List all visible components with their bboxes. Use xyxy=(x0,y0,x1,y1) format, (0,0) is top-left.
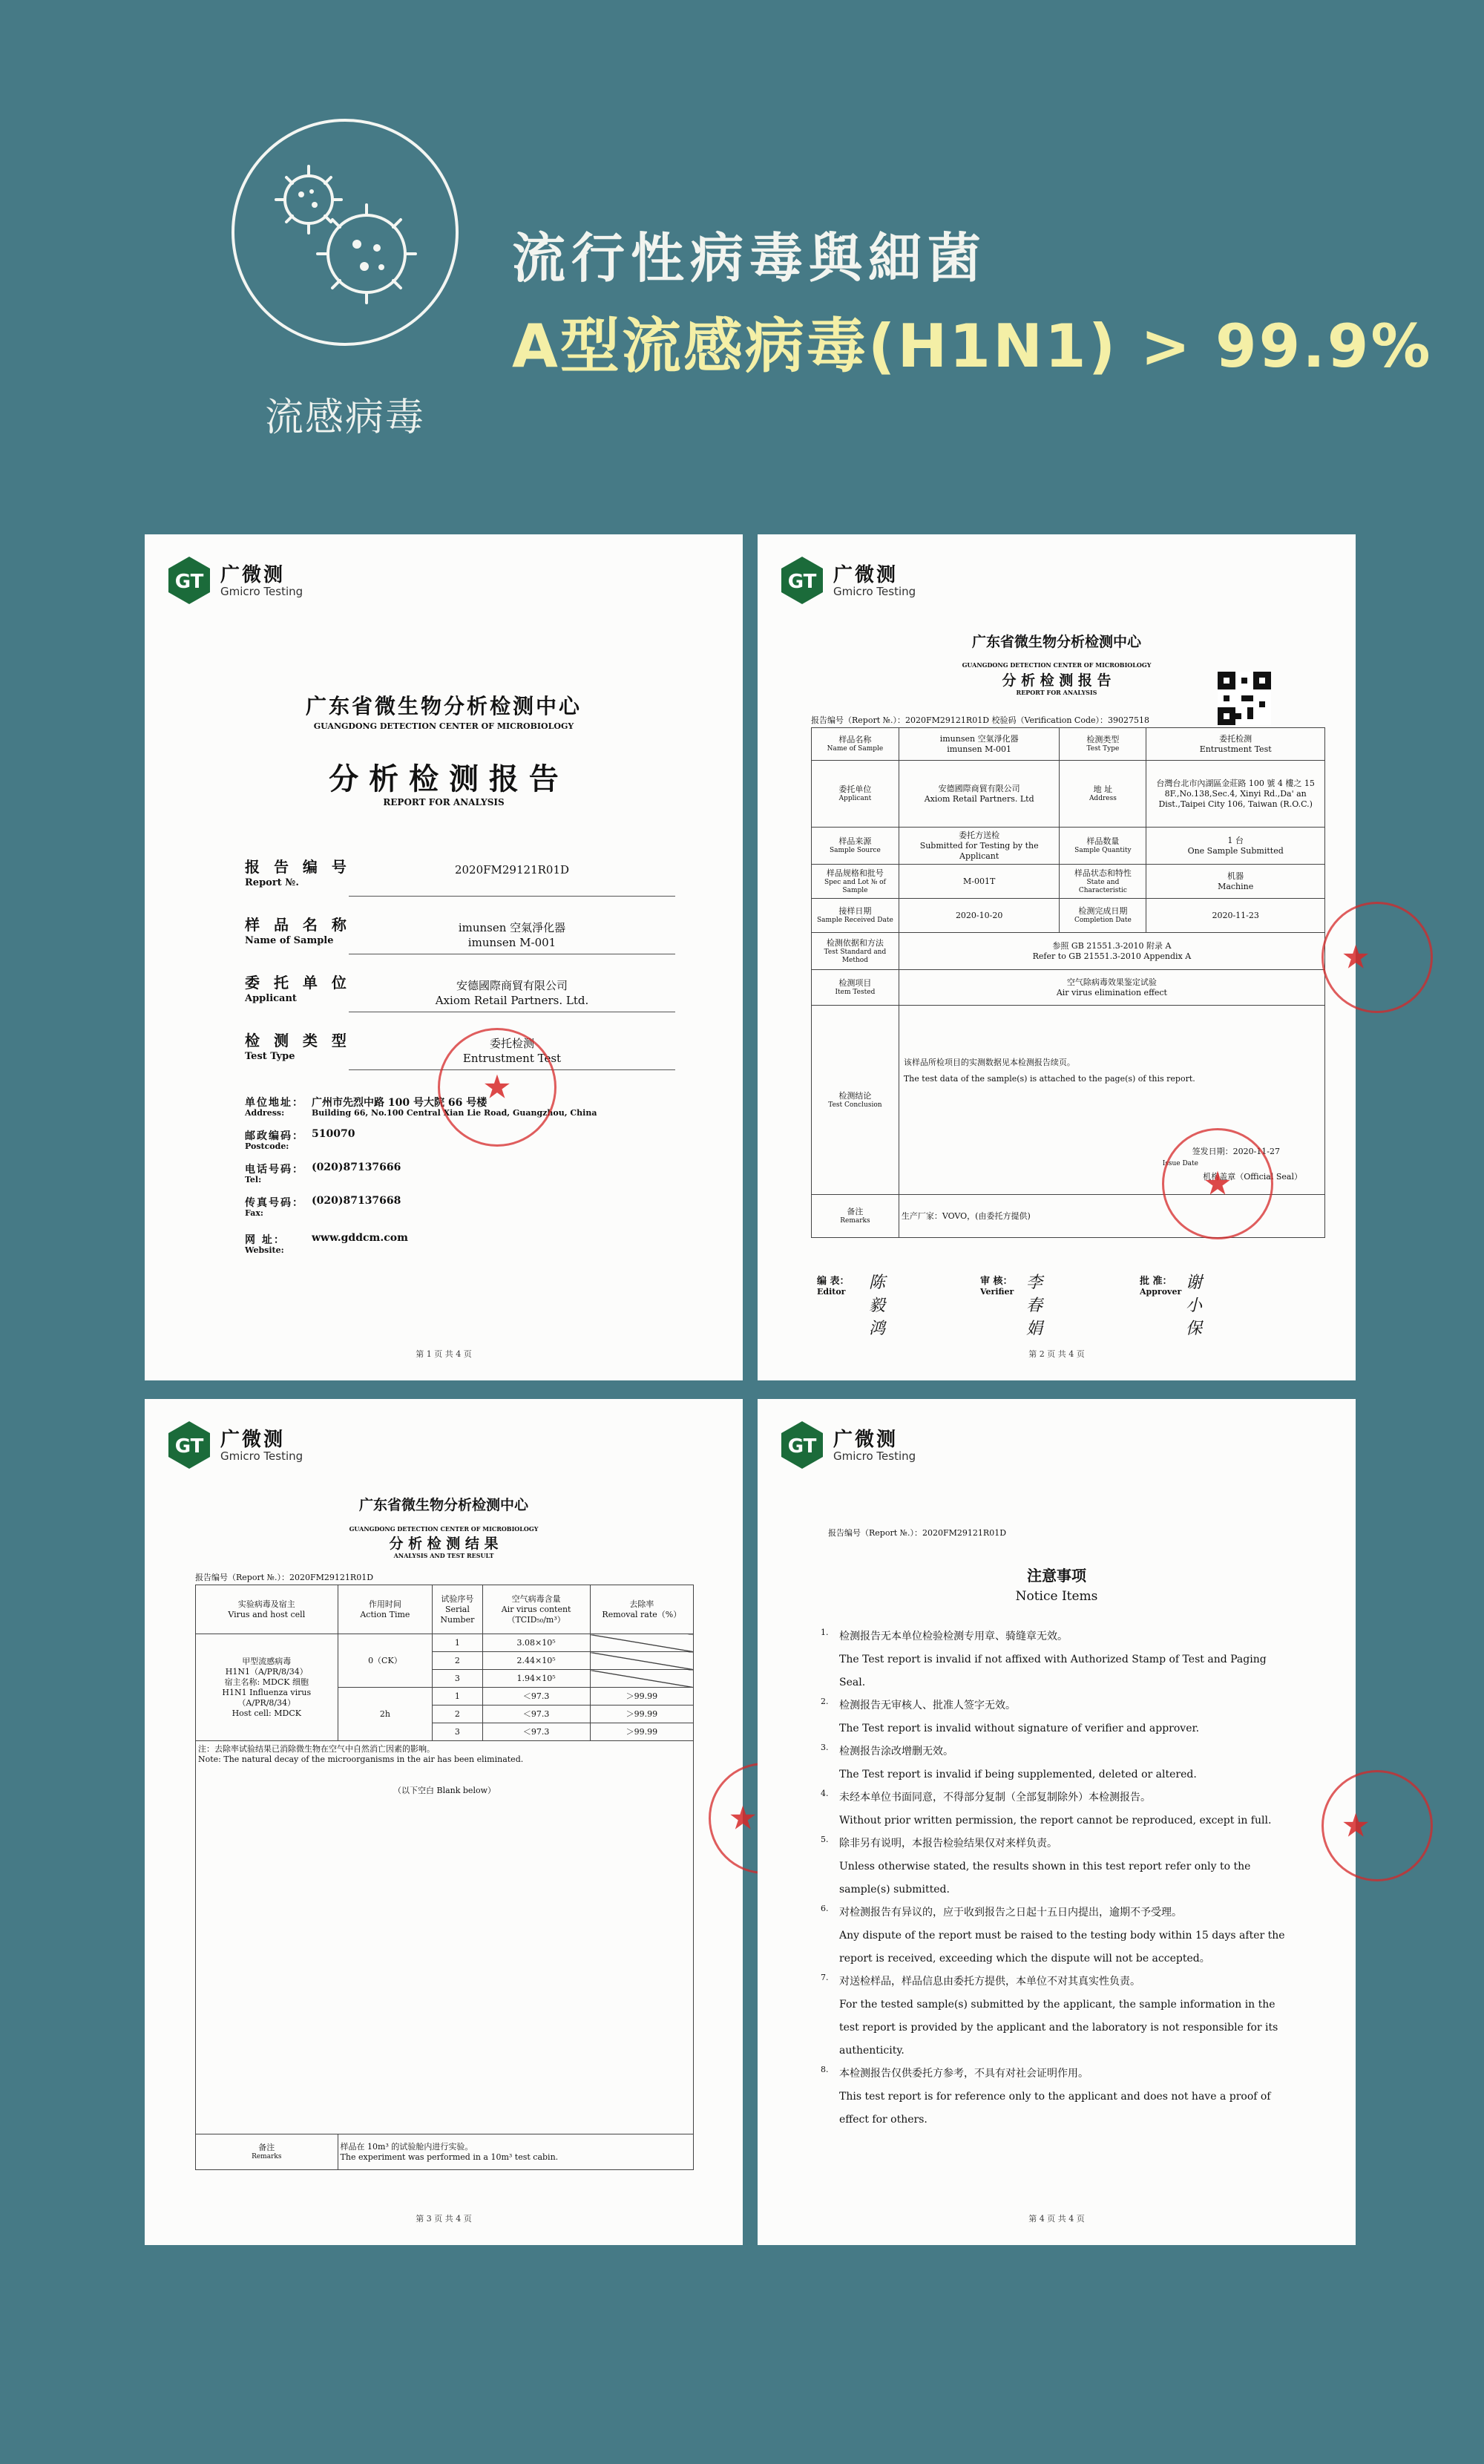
gmicro-logo-icon xyxy=(167,1420,211,1470)
page-number: 第 1 页 共 4 页 xyxy=(416,1349,472,1359)
paging-seal: ★ xyxy=(1322,1770,1433,1881)
notice-item: 6. 对检测报告有异议的，应于收到报告之日起十五日内提出，逾期不予受理。 Any dispute of the report must be raised to the testing body within 15 days after the report is received, exceeding which the dispute will not be accepted。 xyxy=(821,1904,1285,1965)
page-number: 第 3 页 共 4 页 xyxy=(416,2214,472,2224)
logo-cn: 广微测 xyxy=(220,564,286,586)
gmicro-logo: GT 广微测 Gmicro Testing xyxy=(167,1420,308,1472)
page-number: 第 4 页 共 4 页 xyxy=(1028,2214,1085,2224)
report-title-en: ANALYSIS AND TEST RESULT xyxy=(393,1552,494,1559)
official-stamp: ★ xyxy=(1162,1128,1273,1239)
paging-seal: ★ xyxy=(709,1763,820,1874)
report-page-3 xyxy=(145,1399,758,2245)
org-title: 广东省微生物分析检测中心 xyxy=(305,694,582,718)
report-title-en: REPORT FOR ANALYSIS xyxy=(383,797,505,807)
gmicro-logo xyxy=(167,555,308,607)
report-title-en: REPORT FOR ANALYSIS xyxy=(1016,689,1097,696)
notice-item: 5. 除非另有说明，本报告检验结果仅对来样负责。 Unless otherwise stated, the results shown in this test report refer only to the sample(s) submitted. xyxy=(821,1835,1251,1895)
notice-item: 8. 本检测报告仅供委托方参考，不具有对社会证明作用。 This test report is for reference only to the applicant and does not have a proof of effect for others. xyxy=(821,2065,1271,2126)
report-title: 分 析 检 测 报 告 xyxy=(329,761,559,796)
subline: A型流感病毒(H1N1) > 99.9% xyxy=(512,312,1433,381)
report-title: 分 析 检 测 结 果 xyxy=(389,1536,499,1552)
notice-item: 4. 未经本单位书面同意，不得部分复制（全部复制除外）本检测报告。 Without prior written permission, the report cannot be reproduced, except in full. xyxy=(821,1789,1272,1826)
notice-list xyxy=(821,1625,1296,2132)
svg-text:GT: GT xyxy=(174,1435,204,1458)
notice-item: 3. 检测报告涂改增删无效。 The Test report is invalid if being supplemented, deleted or altered. xyxy=(821,1743,1197,1780)
notice-item: 7. 对送检样品，样品信息由委托方提供，本单位不对其真实性负责。 For the tested sample(s) submitted by the applicant, the sample information in the test report is provided by the applicant and the laboratory is not responsible for its authenticity. xyxy=(821,1973,1278,2057)
notice-title: 注意事项 xyxy=(1027,1567,1086,1585)
org-title-en: GUANGDONG DETECTION CENTER OF MICROBIOLOGY xyxy=(349,1525,539,1533)
report-page-2 xyxy=(758,534,1370,1380)
report-number-line: 报告编号（Report №.）：2020FM29121R01D xyxy=(828,1528,1007,1538)
notice-title-en: Notice Items xyxy=(1015,1589,1098,1604)
gmicro-logo: GT 广微测 Gmicro Testing xyxy=(780,555,921,607)
report-number-line: 报告编号（Report №.）：2020FM29121R01D xyxy=(195,1573,374,1582)
virus-icon xyxy=(232,119,459,346)
paging-seal: ★ xyxy=(1322,902,1433,1013)
report-page-4 xyxy=(758,1399,1370,2245)
org-title-en: GUANGDONG DETECTION CENTER OF MICROBIOLOGY xyxy=(962,661,1152,669)
editor-signature: 编 表： Editor 陈毅鸿 xyxy=(817,1274,886,1338)
org-title: 广东省微生物分析检测中心 xyxy=(358,1497,528,1513)
report-number-line: 报告编号（Report №.）：2020FM29121R01D 校验码（Verification Code）：39027518 xyxy=(811,715,1150,725)
qr-code-icon xyxy=(1218,672,1271,725)
gmicro-logo-icon xyxy=(780,555,824,606)
svg-text:GT: GT xyxy=(787,571,817,593)
svg-text:GT: GT xyxy=(174,571,204,593)
gmicro-logo-icon xyxy=(780,1420,824,1470)
logo-en: Gmicro Testing xyxy=(220,585,303,598)
org-title-en: GUANGDONG DETECTION CENTER OF MICROBIOLOGY xyxy=(313,721,574,731)
page-number: 第 2 页 共 4 页 xyxy=(1028,1349,1085,1359)
notice-item: 1. 检测报告无本单位检验检测专用章、骑缝章无效。 The Test report is invalid if not affixed with Authorized Stamp of Test and Paging Seal. xyxy=(821,1628,1267,1688)
official-stamp: ★ xyxy=(438,1028,556,1147)
report-page-1: GT 广微测 Gmicro Testing 广东省微生物分析检测中心 GUANGDONG DETECTION CENTER OF MICROBIOLOGY 分 析 检 测 报 告 REPORT FOR ANALYSIS 报 告 编 号 Report №. 2020FM29121R01D 样 品 名 称 Name of Sample imunsen 空氣淨化器 imunsen M-001 委 托 单 位 Applicant 安德國際商貿有限公司 Axiom Retail Partners. Ltd. 检 测 类 型 Test Type 委托检测 Entrustment Test 单位地址： Address: 广州市先烈中路 100 号大院 66 号楼 Building 66, No.100 Central Xian Lie Road, Guangzhou, China 邮政编码： Postcode: 510070 电话号码： Tel: (020)87137666 传真号码： Fax: (020)87137668 网 址： Website: www.gddcm.com ★ 第 1 页 共 4 页 xyxy=(145,534,743,1380)
approver-signature: 批 准： Approver 谢小保 xyxy=(1140,1274,1203,1338)
svg-text:GT: GT xyxy=(787,1435,817,1458)
report-info-table: 样品名称 Name of Sample imunsen 空氣淨化器 imunsen M-001 检测类型 Test Type 委托检测 Entrustment Test 委托单位 Applicant 安德國際商貿有限公司 Axiom Retail Partners. Ltd 地 址 Address 台灣台北市內湖區金莊路 100 號 4 樓之 15 8F.,No.138,Sec.4, Xinyi Rd.,Da' an Dist.,Taipei City 106, Taiwan (R.O.C.) 样品来源 Sample Source 委托方送检 Submitted for Testing by the Applicant 样品数量 Sample Quantity 1 台 One Sample Submitted 样品规格和批号 Spec and Lot № of Sample M-001T 样品状态和特性 State and Characteristic 机器 Machine 接样日期 Sample Received Date 2020-10-20 检测完成日期 Completion Date 2020-11-23 检测依据和方法 Test Standard and Method 参照 GB 21551.3-2010 附录 A Refer to GB 21551.3-2010 Appendix A 检测项目 Item Tested 空气除病毒效果鉴定试验 Air virus elimination effect 检测结论 Test Conclusion 该样品所检项目的实测数据见本检测报告续页。 The test data of the sample(s) is attached to the page(s) of this report. 签发日期：2020-11-27 Issue Date 机构盖章（Official Seal） 备注 Remarks 生产厂家：VOVO，(由委托方提供) xyxy=(811,727,1325,1238)
headline: 流行性病毒與細菌 xyxy=(512,227,988,289)
verifier-signature: 审 核： Verifier 李春娟 xyxy=(980,1274,1043,1338)
notice-item: 2. 检测报告无审核人、批准人签字无效。 The Test report is invalid without signature of verifier and approver. xyxy=(821,1697,1200,1734)
report-title: 分 析 检 测 报 告 xyxy=(1002,672,1112,689)
gmicro-logo-icon xyxy=(167,555,211,606)
gmicro-logo: GT 广微测 Gmicro Testing xyxy=(780,1420,921,1472)
results-table: 实验病毒及宿主 Virus and host cell 作用时间 Action Time 试验序号 Serial Number 空气病毒含量 Air virus content（TCID₅₀/m³） 去除率 Removal rate（%） 甲型流感病毒 H1N1（A/PR/8/34） 宿主名称: MDCK 细胞 H1N1 Influenza virus （A/PR/8/34） Host cell: MDCK 0（CK） 1 3.08×10⁵ 2 2.44×10⁵ 3 1.94×10⁵ 2h 1 ＜97.3 ＞99.99 2 ＜97.3 ＞99.99 3 ＜97.3 ＞99.99 注：去除率试验结果已消除微生物在空气中自然消亡因素的影响。 Note: The natural decay of the microorganisms in the air has been eliminated. （以下空白 Blank below） 备注 Remarks 样品在 10m³ 的试验舱内进行实验。 The experiment was performed in a 10m³ test cabin. xyxy=(195,1585,694,2170)
hero-caption: 流感病毒 xyxy=(264,396,425,440)
org-title: 广东省微生物分析检测中心 xyxy=(971,634,1141,650)
